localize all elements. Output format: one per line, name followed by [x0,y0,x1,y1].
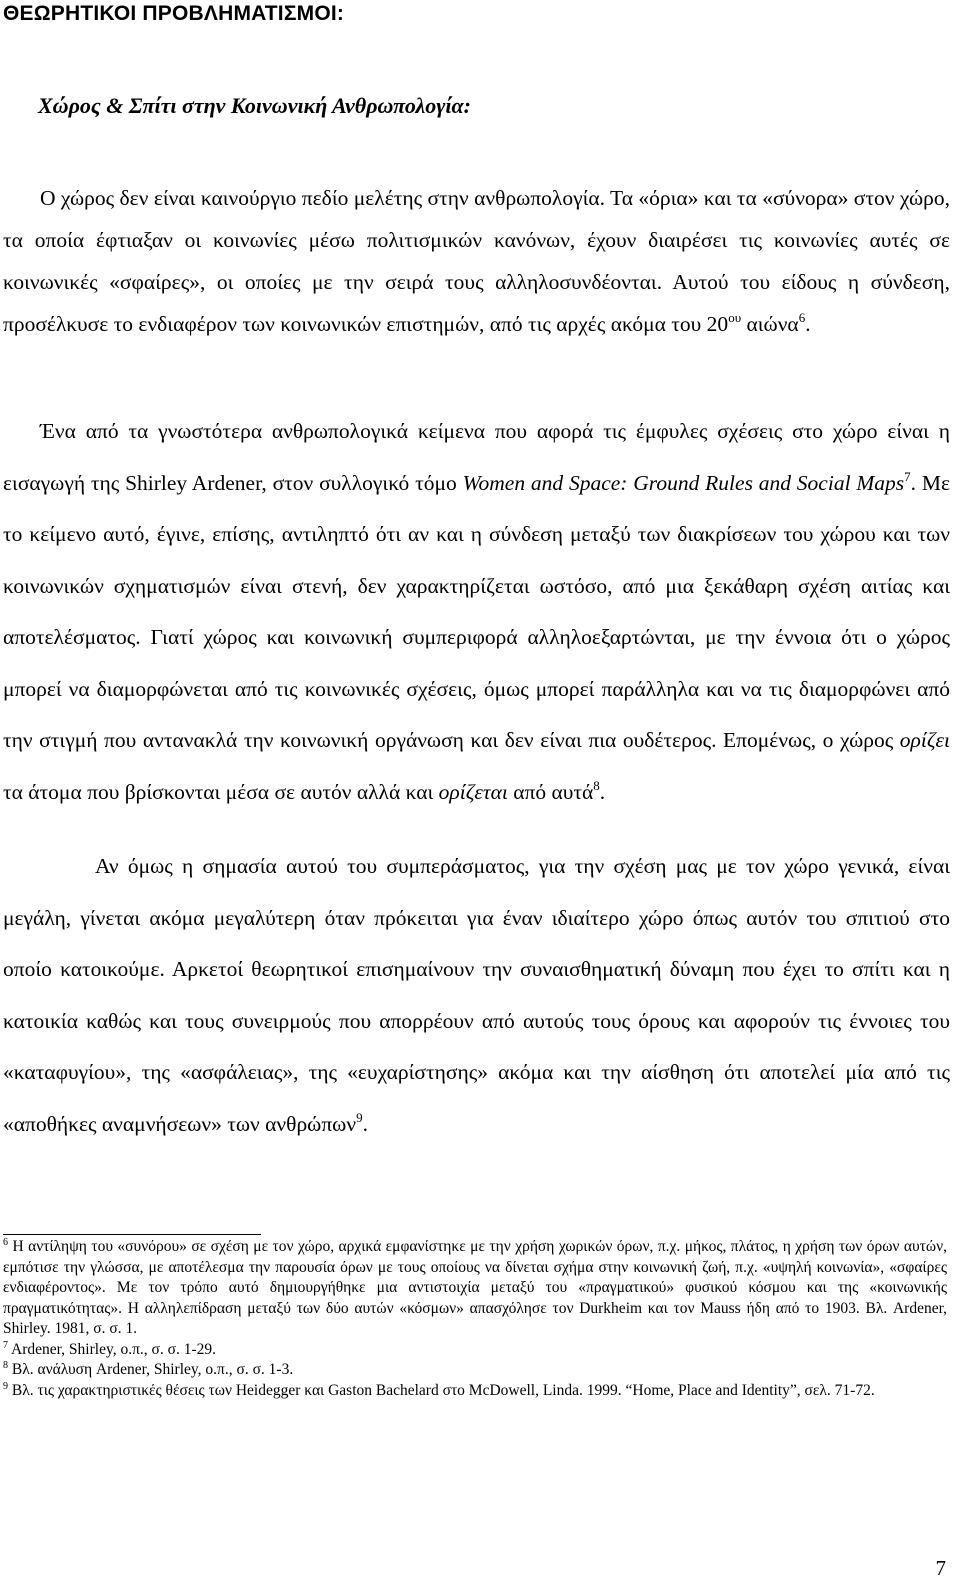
paragraph-2 [3,406,950,818]
book-title: Women and Space: Ground Rules and Social Maps [462,470,905,495]
footnote-7 [3,1340,947,1361]
footnote-ref-8: 8 [593,777,600,793]
paragraph-1-text-a: Ο χώρος δεν είναι καινούργιο πεδίο μελέτης στην ανθρωπολογία. Τα «όρια» και τα «σύνορα» στον χώρο, τα οποία έφτιαξαν οι κοινωνίες μέσω πολιτισμικών κανόνων, έχουν διαιρέσει τις κοινωνίες αυτές σε κοινωνικές «σφαίρες», οι οποίες με την σειρά τους αλληλοσυνδέονται. Αυτού του είδους η σύνδεση, προσέλκυσε το ενδιαφέρον των κοινωνικών επιστημών, από τις αρχές ακόμα του 20 [3,186,950,336]
footnote-text: Βλ. τις χαρακτηριστικές θέσεις των Heidegger και Gaston Bachelard στο McDowell, Linda. 1999. “Home, Place and Identity”, σελ. 71-72. [8,1381,875,1399]
footnote-9 [3,1381,947,1402]
emphasis-is-defined: ορίζεται [438,779,508,804]
page-number: 7 [935,1556,946,1580]
footnote-ref-7: 7 [904,468,911,484]
footnote-number: 9 [3,1380,8,1392]
paragraph-1-text-c: . [805,312,811,336]
footnote-text: Ardener, Shirley, ο.π., σ. σ. 1-29. [8,1340,217,1358]
paragraph-1-text-b: αιώνα [741,312,799,336]
paragraph-3-text-a: Αν όμως η σημασία αυτού του συμπεράσματος, για την σχέση μας με τον χώρο γενικά, είναι μεγάλη, γίνεται ακόμα μεγαλύτερη όταν πρόκειται για έναν ιδιαίτερο χώρο όπως αυτόν του σπιτιού στο οποίο κατοικούμε. Αρκετοί θεωρητικοί επισημαίνουν την συναισθηματική δύναμη που έχει το σπίτι και η κατοικία καθώς και τους συνειρμούς που απορρέουν από αυτούς τους όρους και αφορούν τις έννοιες του «καταφυγίου», της «ασφάλειας», της «ευχαρίστησης» ακόμα και την αίσθηση ότι αποτελεί μία από τις «αποθήκες αναμνήσεων» των ανθρώπων [3,854,950,1136]
footnote-text: Η αντίληψη του «συνόρου» σε σχέση με τον χώρο, αρχικά εμφανίστηκε με την χρήση χωρικών όρων, π.χ. μήκος, πλάτος, η χρήση των όρων αυτών, εμπότισε την γλώσσα, με αποτέλεσμα την παρουσία όρων με τους οποίους να δίνεται σχήμα στην κοινωνική ζωή, π.χ. «υψηλή κοινωνία», «σφαίρες ενδιαφέροντος». Με τον τρόπο αυτό δημιουργήθηκε μια αντιστοιχία μεταξύ του «πραγματικού» φυσικού κόσμου και της «κοινωνικής πραγματικότητας». Η αλληλεπίδραση μεταξύ των δύο αυτών «κόσμων» απασχόλησε τον Durkheim και τον Mauss ήδη από το 1903. Βλ. Ardener, Shirley. 1981, σ. σ. 1. [3,1238,947,1337]
paragraph-2-text-b: . Με το κείμενο αυτό, έγινε, επίσης, αντιληπτό ότι αν και η σύνδεση μεταξύ των διακρίσεων του χώρου και των κοινωνικών σχηματισμών είναι στενή, δεν χαρακτηρίζεται ωστόσο, από μια ξεκάθαρη σχέση αιτίας και αποτελέσματος. Γιατί χώρος και κοινωνική συμπεριφορά αλληλοεξαρτώνται, με την έννοια ότι ο χώρος μπορεί να διαμορφώνεται από τις κοινωνικές σχέσεις, όμως μπορεί παράλληλα και να τις διαμορφώνει από την στιγμή που αντανακλά την κοινωνική οργάνωση και δεν είναι πια ουδέτερος. Επομένως, ο χώρος [3,470,950,752]
footnote-6 [3,1237,947,1340]
paragraph-2-text-d: από αυτά [507,779,594,804]
page-title: ΘΕΩΡΗΤΙΚΟΙ ΠΡΟΒΛΗΜΑΤΙΣΜΟΙ: [3,2,345,25]
footnote-divider [3,1234,261,1235]
paragraph-2-text-e: . [599,779,606,804]
paragraph-2-text-a: Ένα από τα γνωστότερα ανθρωπολογικά κείμενα που αφορά τις έμφυλες σχέσεις στο χώρο είναι η εισαγωγή της Shirley Ardener, στον συλλογικό τόμο [3,419,950,495]
footnotes [3,1237,947,1401]
paragraph-3 [3,841,950,1150]
footnote-number: 6 [3,1237,8,1248]
paragraph-1 [3,177,950,345]
footnote-ref-6: 6 [798,310,806,325]
footnote-ref-9: 9 [356,1109,363,1125]
emphasis-defines: ορίζει [899,728,950,752]
footnote-number: 8 [3,1360,8,1371]
footnote-number: 7 [3,1339,8,1351]
paragraph-2-text-c: τα άτομα που βρίσκονται μέσα σε αυτόν αλλά και [3,779,439,804]
ordinal-superscript: ου [728,310,742,325]
footnote-8 [3,1360,947,1381]
paragraph-3-text-b: . [362,1111,368,1136]
footnote-text: Βλ. ανάλυση Ardener, Shirley, ο.π., σ. σ. 1-3. [8,1361,294,1378]
section-subtitle: Χώρος & Σπίτι στην Κοινωνική Ανθρωπολογία: [38,93,471,118]
